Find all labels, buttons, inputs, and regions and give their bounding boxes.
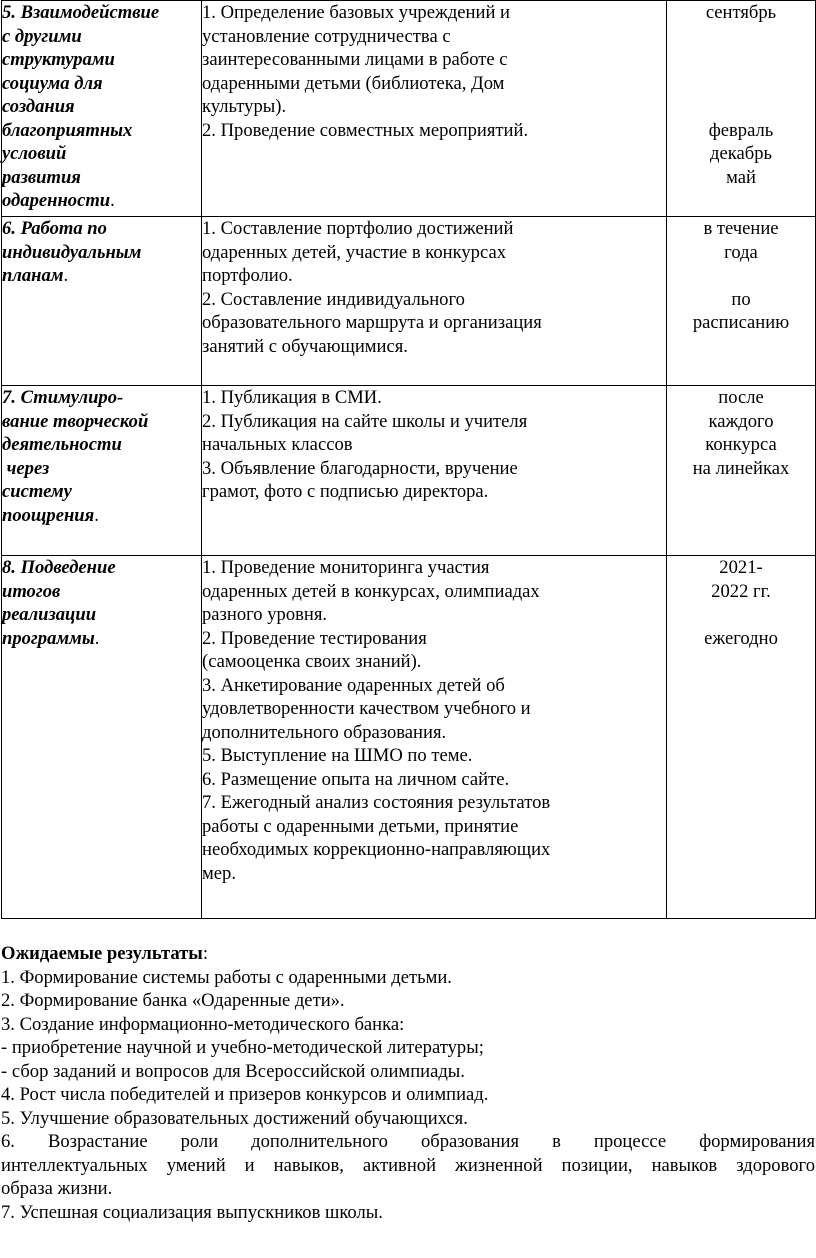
- action-line: 3. Анкетирование одаренных детей об: [202, 674, 505, 696]
- result-item-6-line: 6. Возрастание роли дополнительного образования в процессе формирования: [1, 1131, 815, 1152]
- result-item: 5. Улучшение образовательных достижений обучающихся.: [1, 1107, 468, 1129]
- action-line: одаренных детей в конкурсах, олимпиадах: [202, 580, 540, 602]
- stage-cell: [2, 386, 202, 556]
- stage-cell: [2, 1, 202, 217]
- result-item: 1. Формирование системы работы с одаренными детьми.: [1, 966, 452, 988]
- action-line: 1. Определение базовых учреждений и: [202, 2, 510, 23]
- action-line: 6. Размещение опыта на личном сайте.: [202, 768, 510, 790]
- table-row: [2, 386, 816, 556]
- action-line: занятий с обучающимися.: [202, 335, 408, 357]
- term-line: май: [726, 166, 756, 188]
- action-line: образовательного маршрута и организация: [202, 312, 542, 333]
- action-line: 2. Проведение тестирования: [202, 627, 427, 649]
- stage-text: 6. Работа по: [2, 218, 107, 239]
- result-item-6-line: интеллектуальных умений и навыков, активной жизненной позиции, навыков здорового: [1, 1154, 815, 1176]
- action-line: необходимых коррекционно-направляющих: [202, 839, 551, 860]
- stage-cell: [2, 217, 202, 386]
- term-line: декабрь: [710, 143, 772, 164]
- action-line: культуры).: [202, 96, 287, 117]
- result-subitem: - сбор заданий и вопросов для Всероссийской олимпиады.: [1, 1060, 465, 1082]
- stage-text: благоприятных: [2, 119, 133, 141]
- stage-text: развития: [2, 166, 81, 188]
- action-line: 7. Ежегодный анализ состояния результатов: [202, 792, 551, 813]
- term-line: года: [724, 241, 758, 263]
- stage-text: 8. Подведение: [2, 557, 116, 578]
- action-line: 1. Публикация в СМИ.: [202, 387, 382, 408]
- stage-text: деятельности: [2, 434, 122, 455]
- stage-text: одаренности: [2, 190, 111, 211]
- action-line: (самооценка своих знаний).: [202, 651, 422, 672]
- terms-cell: [667, 1, 816, 217]
- stage-period: .: [110, 190, 115, 211]
- result-item: 3. Создание информационно-методического банка:: [1, 1013, 405, 1035]
- term-line: расписанию: [692, 312, 790, 333]
- terms-cell: [667, 386, 816, 556]
- action-line: одаренными детьми (библиотека, Дом: [202, 72, 505, 94]
- term-line: по: [731, 288, 751, 310]
- term-line: февраль: [708, 119, 774, 141]
- stage-period: .: [94, 504, 99, 526]
- stage-text: систему: [2, 481, 72, 502]
- action-line: 1. Проведение мониторинга участия: [202, 557, 490, 578]
- results-heading-line: [1, 942, 815, 966]
- term-line: после: [718, 387, 764, 408]
- result-subitem: - приобретение научной и учебно-методической литературы;: [1, 1037, 484, 1058]
- stage-text: реализации: [2, 604, 97, 625]
- action-line: 1. Составление портфолио достижений: [202, 218, 514, 239]
- stage-text: планам: [2, 265, 64, 286]
- terms-cell: [667, 217, 816, 386]
- action-line: разного уровня.: [202, 604, 328, 625]
- action-line: портфолио.: [202, 265, 293, 286]
- term-line: в течение: [703, 218, 779, 239]
- actions-cell: [202, 386, 667, 556]
- stage-text: 7. Стимулиро-: [2, 387, 124, 408]
- program-plan-table: [1, 0, 816, 919]
- stage-text: 5. Взаимодействие: [2, 2, 160, 23]
- term-line: 2021-: [719, 557, 763, 578]
- stage-text: условий: [2, 143, 67, 164]
- stage-period: .: [94, 627, 100, 649]
- table-row: [2, 217, 816, 386]
- stage-text: структурами: [2, 49, 115, 70]
- terms-cell: [667, 556, 816, 919]
- action-line: начальных классов: [202, 434, 353, 455]
- actions-cell: [202, 217, 667, 386]
- term-line: каждого: [708, 410, 774, 432]
- results-heading: Ожидаемые результаты: [1, 943, 203, 964]
- table-row: [2, 1, 816, 217]
- stage-cell: [2, 556, 202, 919]
- action-line: мер.: [202, 862, 236, 884]
- stage-text: индивидуальным: [2, 241, 142, 263]
- actions-cell: [202, 556, 667, 919]
- term-line: конкурса: [705, 434, 777, 455]
- stage-period: .: [63, 265, 69, 286]
- term-line: ежегодно: [704, 627, 778, 649]
- result-item: 2. Формирование банка «Одаренные дети».: [1, 990, 345, 1011]
- action-line: заинтересованными лицами в работе с: [202, 49, 508, 70]
- action-line: 3. Объявление благодарности, вручение: [202, 457, 518, 479]
- action-line: 5. Выступление на ШМО по теме.: [202, 745, 473, 766]
- stage-text: поощрения: [2, 504, 95, 526]
- action-line: одаренных детей, участие в конкурсах: [202, 241, 506, 263]
- action-line: 2. Составление индивидуального: [202, 288, 465, 310]
- actions-cell: [202, 1, 667, 217]
- table-row: [2, 556, 816, 919]
- expected-results-section: [1, 942, 815, 1224]
- result-item-6-line: образа жизни.: [1, 1178, 113, 1199]
- action-line: удовлетворенности качеством учебного и: [202, 698, 531, 719]
- term-line: 2022 гг.: [711, 580, 771, 602]
- stage-text: через: [2, 457, 50, 479]
- stage-text: итогов: [2, 580, 61, 602]
- term-line: сентябрь: [705, 2, 777, 23]
- action-line: 2. Публикация на сайте школы и учителя: [202, 410, 528, 432]
- results-heading-colon: :: [202, 943, 208, 964]
- action-line: дополнительного образования.: [202, 721, 447, 743]
- result-item: 4. Рост числа победителей и призеров конкурсов и олимпиад.: [1, 1084, 489, 1105]
- action-line: работы с одаренными детьми, принятие: [202, 815, 519, 837]
- stage-text: вание творческой: [2, 410, 149, 432]
- stage-text: программы: [2, 627, 95, 649]
- term-line: на линейках: [692, 457, 790, 479]
- stage-text: с другими: [2, 25, 82, 47]
- action-line: установление сотрудничества с: [202, 25, 451, 47]
- stage-text: создания: [2, 96, 75, 117]
- action-line: 2. Проведение совместных мероприятий.: [202, 119, 529, 141]
- action-line: грамот, фото с подписью директора.: [202, 481, 489, 502]
- result-item: 7. Успешная социализация выпускников школы.: [1, 1201, 383, 1223]
- stage-text: социума для: [2, 72, 103, 94]
